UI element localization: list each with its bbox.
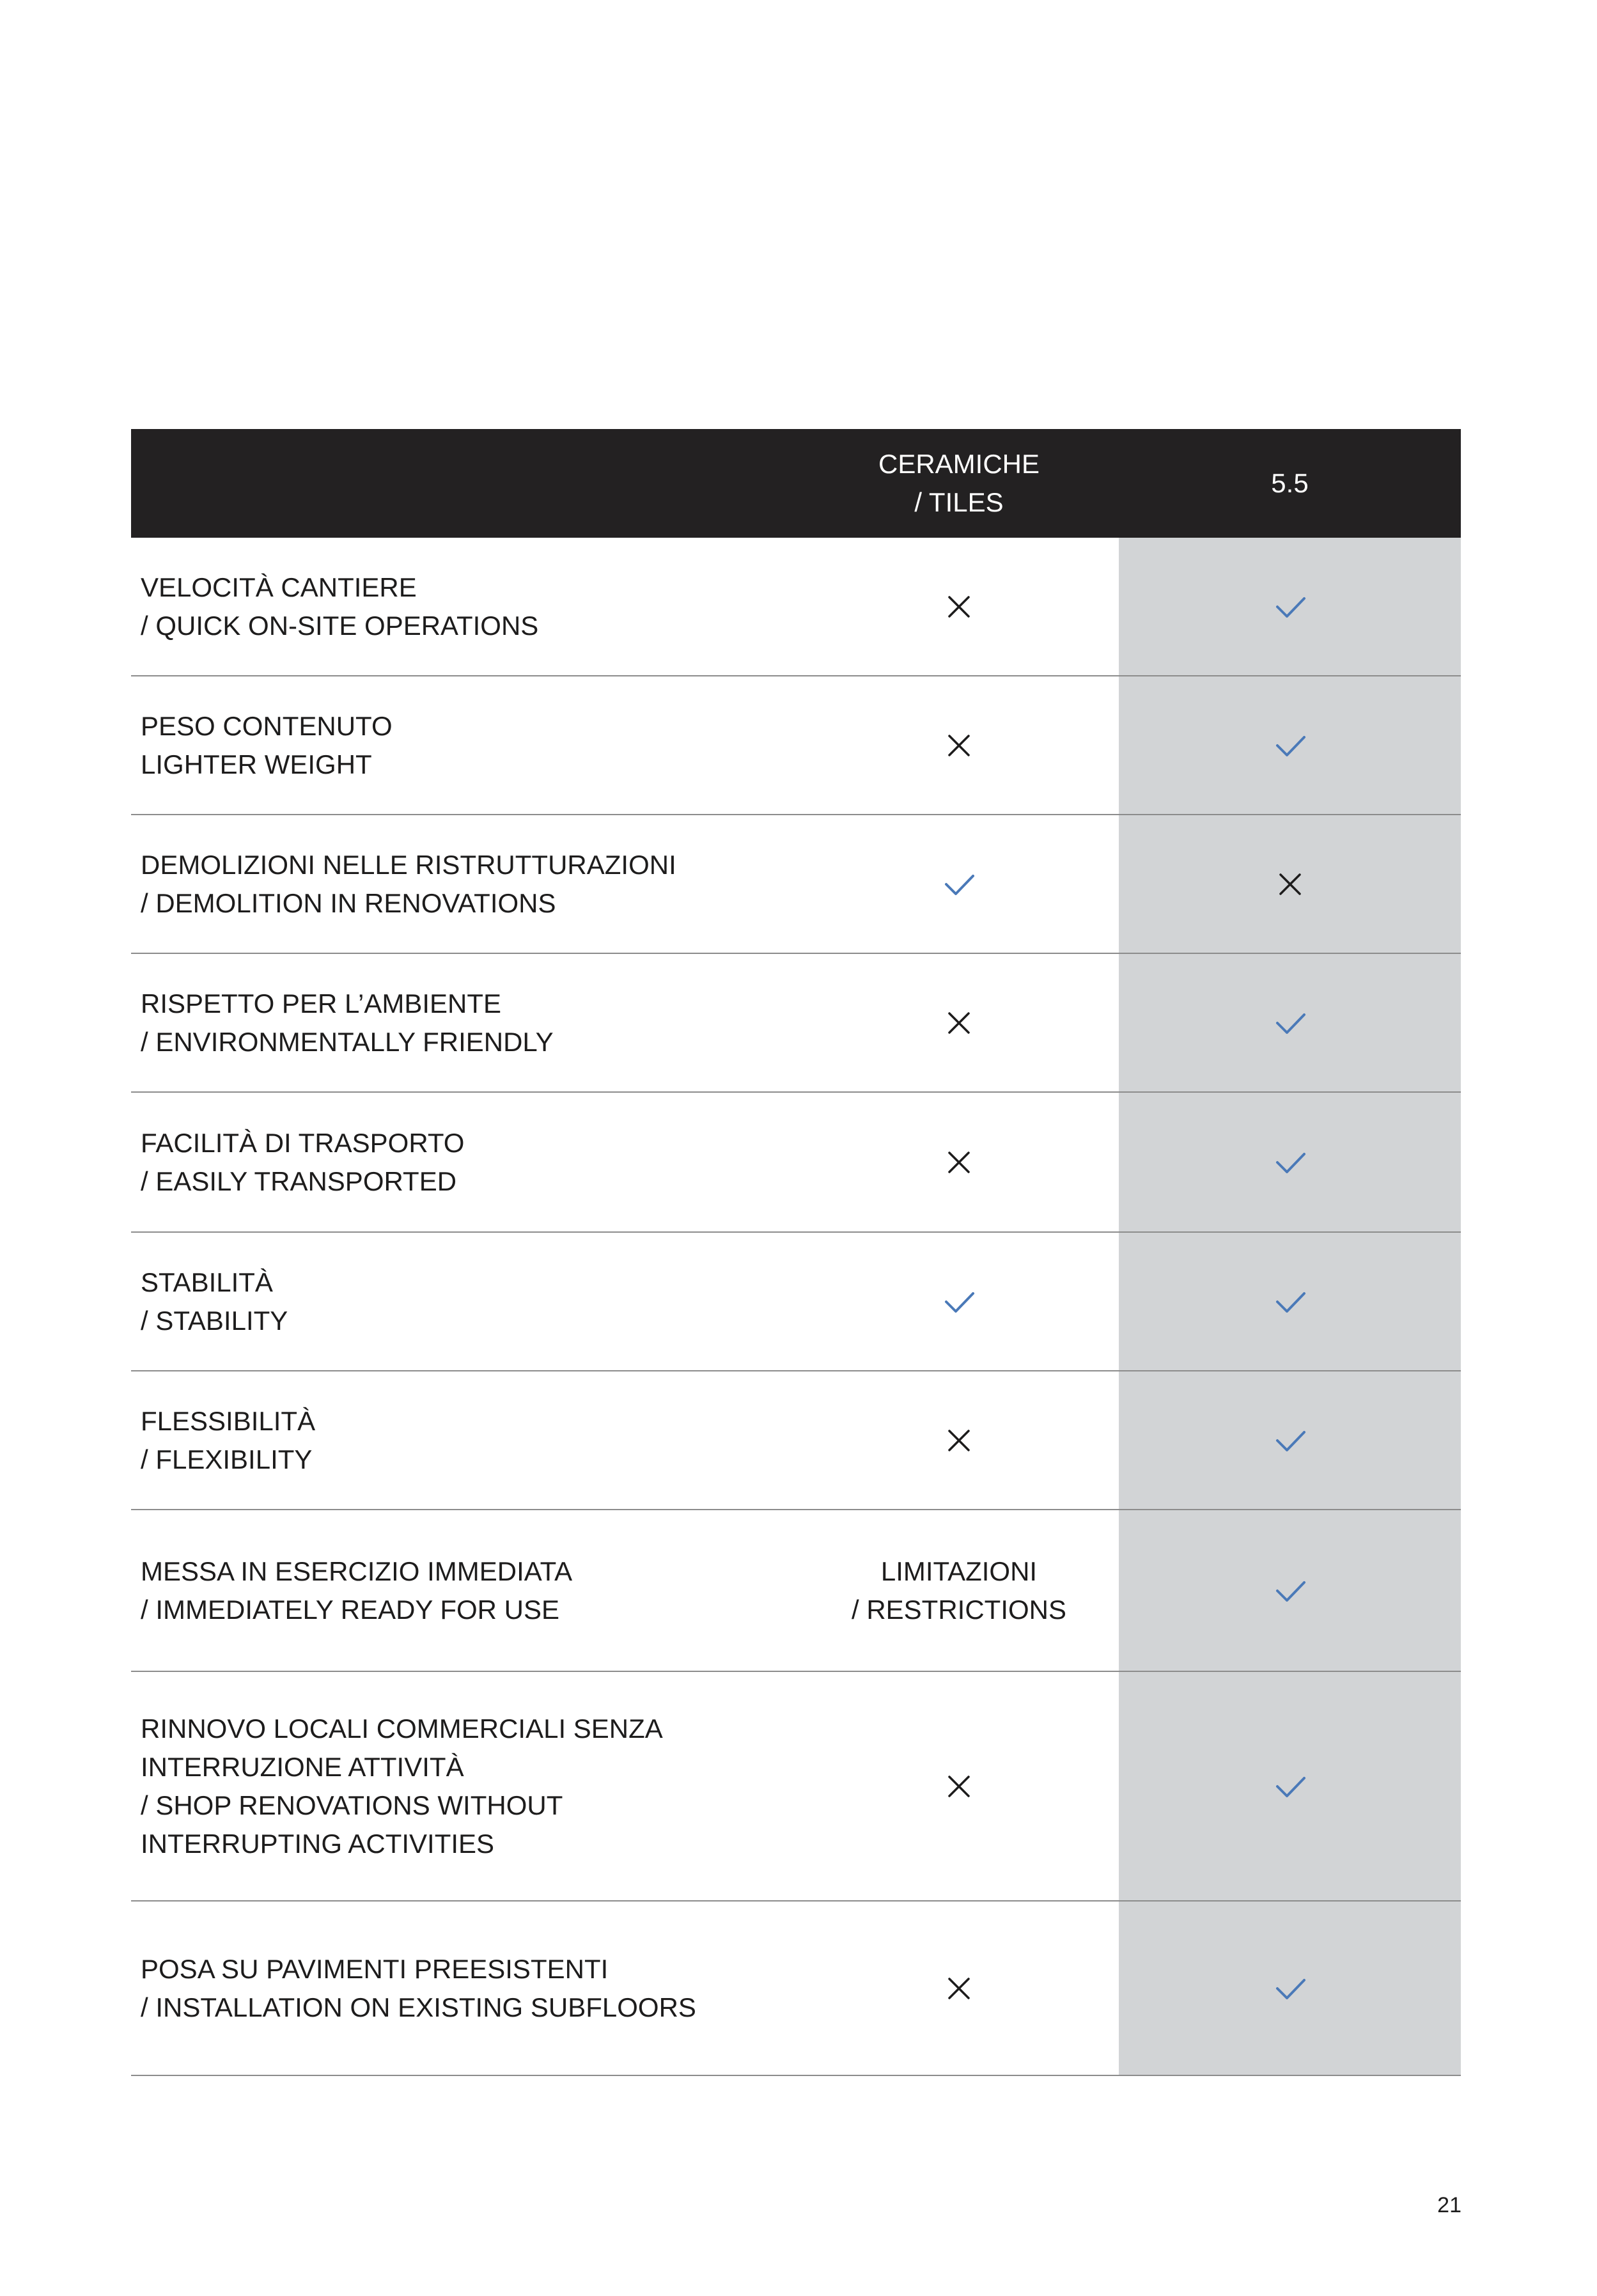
row-label xyxy=(131,1233,799,1370)
header-product: 5.5 xyxy=(1271,468,1309,498)
row-label xyxy=(131,1371,799,1509)
cross-icon xyxy=(799,676,1119,814)
row-label xyxy=(131,1902,799,2075)
row-label-text: DEMOLIZIONI NELLE RISTRUTTURAZIONI / DEMOLITION IN RENOVATIONS xyxy=(141,849,676,918)
cross-icon xyxy=(799,1093,1119,1231)
row-label-text: MESSA IN ESERCIZIO IMMEDIATA / IMMEDIATELY READY FOR USE xyxy=(141,1556,573,1625)
table-row xyxy=(131,954,1461,1093)
tiles-restriction-text: LIMITAZIONI / RESTRICTIONS xyxy=(851,1556,1067,1625)
check-icon xyxy=(1119,954,1461,1091)
page-number: 21 xyxy=(1437,2193,1461,2217)
cross-icon xyxy=(799,538,1119,675)
row-label-text: FACILITÀ DI TRASPORTO / EASILY TRANSPORTED xyxy=(141,1127,465,1196)
row-label-text: FLESSIBILITÀ / FLEXIBILITY xyxy=(141,1405,316,1474)
check-icon xyxy=(799,1233,1119,1370)
row-label xyxy=(131,815,799,953)
row-label-text: POSA SU PAVIMENTI PREESISTENTI / INSTALLATION ON EXISTING SUBFLOORS xyxy=(141,1953,696,2022)
row-label xyxy=(131,1672,799,1900)
table-row xyxy=(131,815,1461,954)
table-row xyxy=(131,1371,1461,1510)
check-icon xyxy=(1119,1371,1461,1509)
table-row xyxy=(131,1672,1461,1902)
header-empty-cell xyxy=(131,429,799,538)
table-body xyxy=(131,538,1461,2076)
table-row xyxy=(131,1510,1461,1672)
row-label-text: VELOCITÀ CANTIERE / QUICK ON-SITE OPERATIONS xyxy=(141,572,539,641)
row-label xyxy=(131,538,799,675)
row-label xyxy=(131,1510,799,1671)
cross-icon xyxy=(1119,815,1461,953)
table-row xyxy=(131,538,1461,676)
cross-icon xyxy=(799,1672,1119,1900)
table-header xyxy=(131,429,1461,538)
row-label xyxy=(131,954,799,1091)
table-row xyxy=(131,1902,1461,2076)
cross-icon xyxy=(799,1902,1119,2075)
cross-icon xyxy=(799,954,1119,1091)
check-icon xyxy=(1119,1233,1461,1370)
table-row xyxy=(131,676,1461,815)
check-icon xyxy=(1119,676,1461,814)
row-label-text: PESO CONTENUTO LIGHTER WEIGHT xyxy=(141,710,393,779)
table-row xyxy=(131,1093,1461,1233)
check-icon xyxy=(799,815,1119,953)
check-icon xyxy=(1119,1902,1461,2075)
comparison-table xyxy=(131,429,1461,2076)
header-tiles: CERAMICHE / TILES xyxy=(878,449,1040,517)
check-icon xyxy=(1119,1093,1461,1231)
cross-icon xyxy=(799,1371,1119,1509)
row-label-text: STABILITÀ / STABILITY xyxy=(141,1267,288,1336)
check-icon xyxy=(1119,538,1461,675)
row-label xyxy=(131,1093,799,1231)
check-icon xyxy=(1119,1672,1461,1900)
row-label-text: RISPETTO PER L’AMBIENTE / ENVIRONMENTALLY FRIENDLY xyxy=(141,988,554,1057)
row-label-text: RINNOVO LOCALI COMMERCIALI SENZA INTERRUZIONE ATTIVITÀ / SHOP RENOVATIONS WITHOUT INTERRUPTING ACTIVITIES xyxy=(141,1713,663,1859)
row-label xyxy=(131,676,799,814)
table-row xyxy=(131,1233,1461,1371)
check-icon xyxy=(1119,1510,1461,1671)
